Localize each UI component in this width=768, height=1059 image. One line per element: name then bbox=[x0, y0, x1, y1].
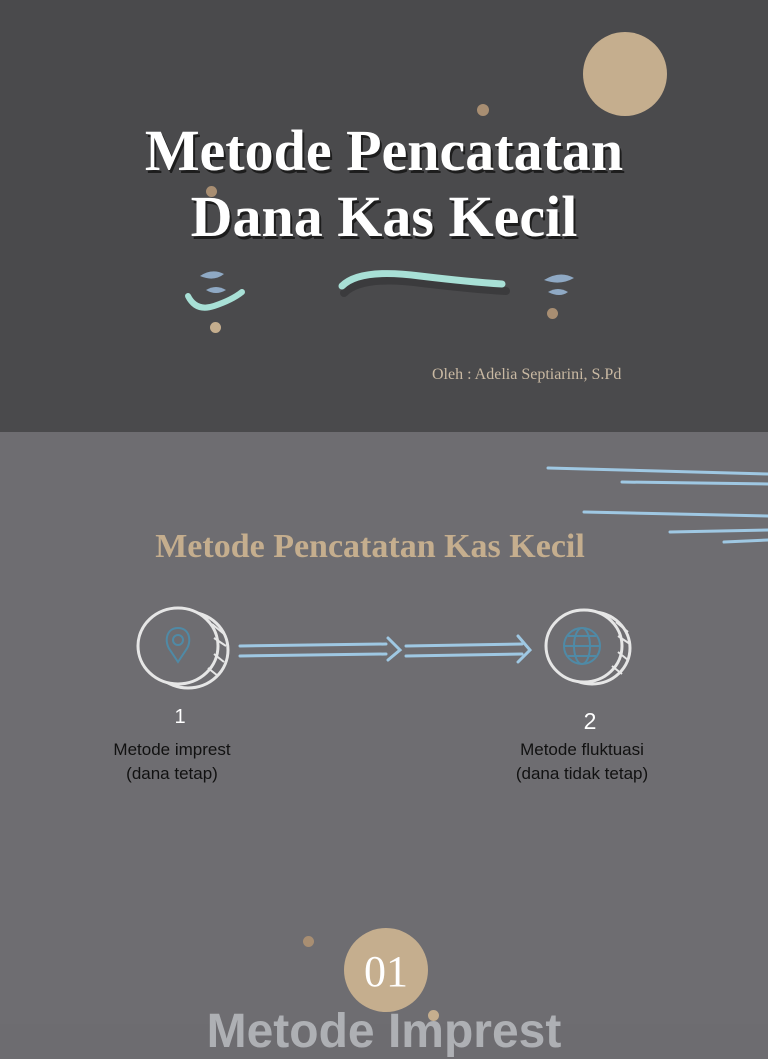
decor-leaf bbox=[548, 289, 568, 295]
decor-leaf bbox=[200, 271, 224, 278]
decor-wave bbox=[188, 292, 242, 308]
section-heading: Metode Imprest bbox=[206, 1005, 562, 1058]
coin-2 bbox=[544, 606, 644, 696]
step-2-label bbox=[482, 738, 682, 786]
step-2-number: 2 bbox=[583, 708, 597, 734]
step-1-label-line2: (dana tetap) bbox=[126, 764, 218, 783]
step-2-label-line1: Metode fluktuasi bbox=[520, 740, 644, 759]
decor-dot bbox=[303, 936, 314, 947]
decor-squiggles bbox=[0, 0, 768, 432]
decor-leaf bbox=[544, 274, 574, 282]
main-title-line2: Dana Kas Kecil bbox=[190, 184, 578, 249]
step-1-label bbox=[80, 738, 264, 786]
step-1-number: 1 bbox=[174, 706, 186, 728]
step-1-label-line1: Metode imprest bbox=[113, 740, 231, 759]
decor-leaf bbox=[206, 287, 226, 293]
title-slide bbox=[0, 0, 768, 432]
section-title: Metode Pencatatan Kas Kecil bbox=[155, 528, 585, 565]
section-slide bbox=[0, 864, 768, 1058]
methods-slide bbox=[0, 432, 768, 864]
step-2-label-line2: (dana tidak tetap) bbox=[515, 764, 649, 783]
arrow-connector bbox=[236, 630, 536, 670]
author-text: Oleh : Adelia Septiarini, S.Pd bbox=[432, 366, 622, 383]
section-number-badge: 01 bbox=[344, 928, 428, 1012]
coin-1 bbox=[134, 604, 234, 694]
main-title-line1: Metode Pencatatan bbox=[144, 118, 624, 183]
